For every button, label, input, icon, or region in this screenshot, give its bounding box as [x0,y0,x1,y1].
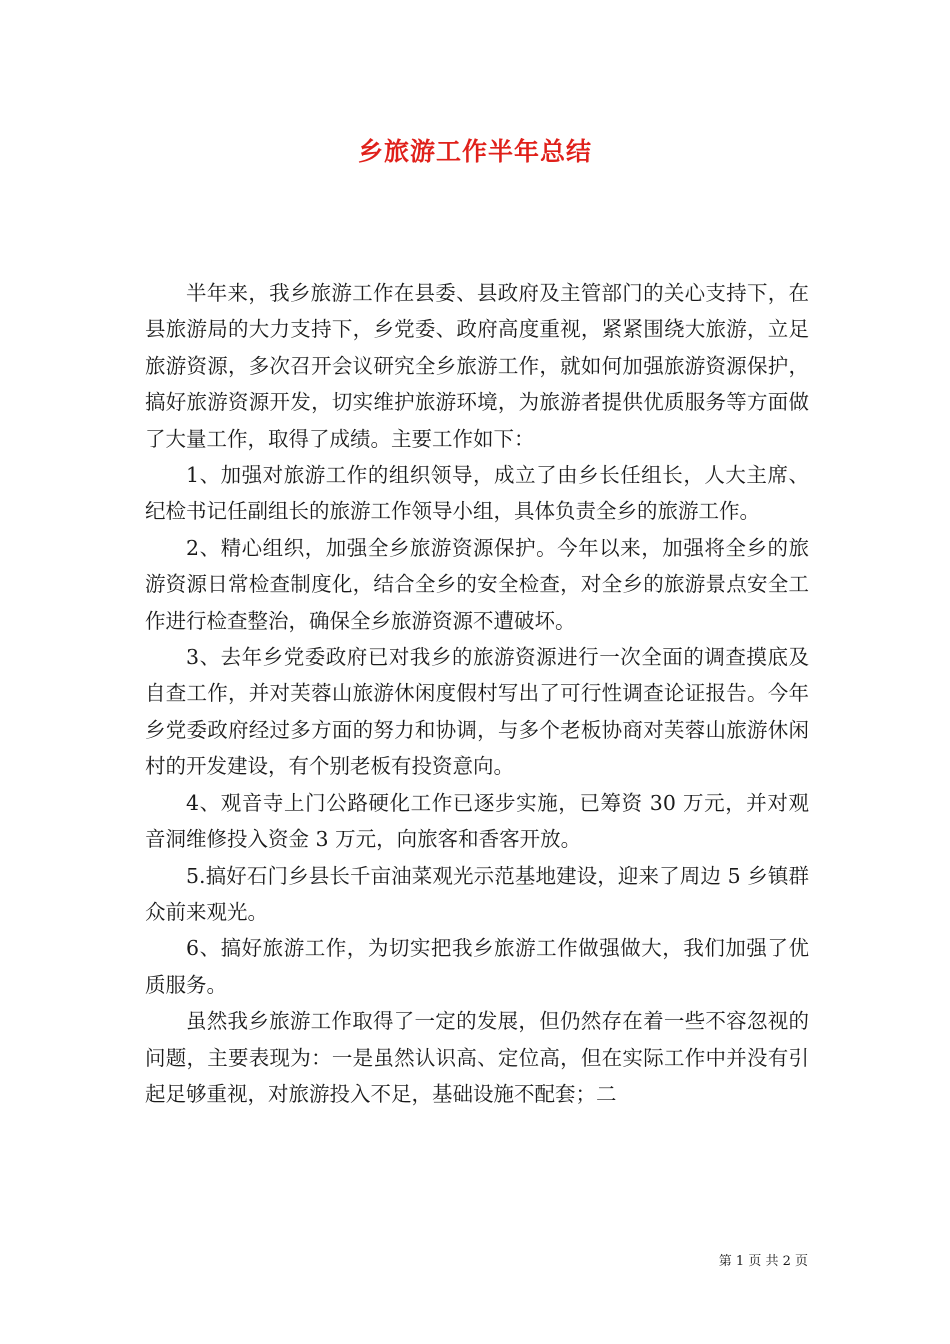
paragraph-item-2: 2、精心组织，加强全乡旅游资源保护。今年以来，加强将全乡的旅游资源日常检查制度化，结合全乡的安全检查，对全乡的旅游景点安全工作进行检查整治，确保全乡旅游资源不遭破坏。 [145,535,809,633]
page-number: 第 1 页 共 2 页 [718,1254,808,1269]
document-title: 乡旅游工作半年总结 [357,137,592,166]
paragraph-item-3: 3、去年乡党委政府已对我乡的旅游资源进行一次全面的调查摸底及自查工作，并对芙蓉山旅游休闲度假村写出了可行性调查论证报告。今年乡党委政府经过多方面的努力和协调，与多个老板协商对芙蓉山旅游休闲村的开发建设，有个别老板有投资意向。 [145,645,809,779]
document-body [145,275,809,1112]
paragraph-item-4: 4、观音寺上门公路硬化工作已逐步实施，已筹资 30 万元，并对观音洞维修投入资金 3 万元，向旅客和香客开放。 [145,790,809,852]
paragraph-intro: 半年来，我乡旅游工作在县委、县政府及主管部门的关心支持下，在县旅游局的大力支持下，乡党委、政府高度重视，紧紧围绕大旅游，立足旅游资源，多次召开会议研究全乡旅游工作，就如何加强旅游资源保护，搞好旅游资源开发，切实维护旅游环境，为旅游者提供优质服务等方面做了大量工作，取得了成绩。主要工作如下： [145,281,809,451]
paragraph-problems: 虽然我乡旅游工作取得了一定的发展，但仍然存在着一些不容忽视的问题，主要表现为：一是虽然认识高、定位高，但在实际工作中并没有引起足够重视，对旅游投入不足，基础设施不配套；二 [145,1009,809,1106]
paragraph-item-1: 1、加强对旅游工作的组织领导，成立了由乡长任组长，人大主席、纪检书记任副组长的旅游工作领导小组，具体负责全乡的旅游工作。 [145,463,809,524]
paragraph-item-6: 6、搞好旅游工作，为切实把我乡旅游工作做强做大，我们加强了优质服务。 [145,936,809,997]
paragraph-item-5: 5.搞好石门乡县长千亩油菜观光示范基地建设，迎来了周边 5 乡镇群众前来观光。 [145,863,809,924]
